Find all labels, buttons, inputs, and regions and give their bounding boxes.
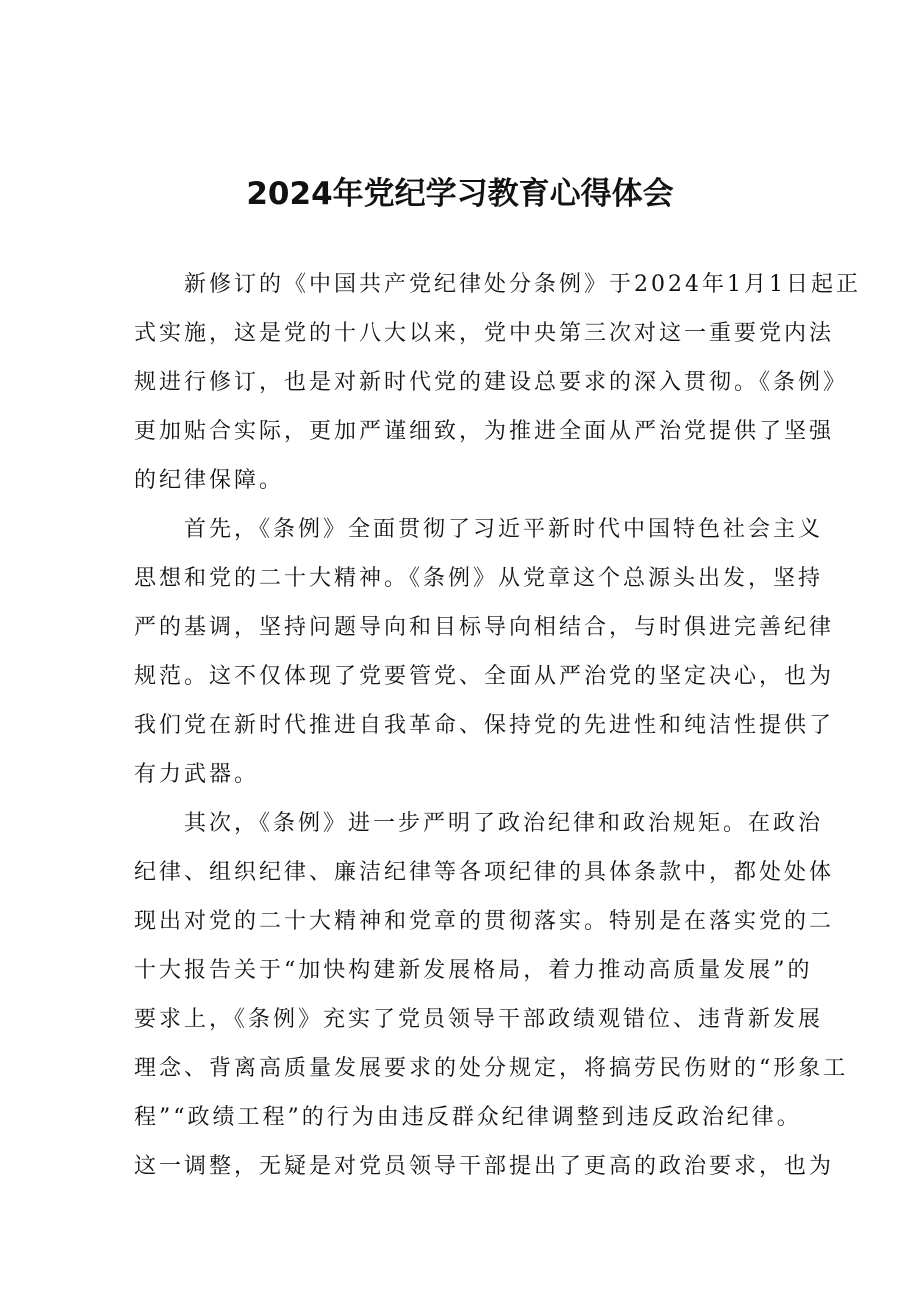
text-line: 这一调整，无疑是对党员领导干部提出了更高的政治要求，也为: [134, 1154, 835, 1179]
text-line: 思想和党的二十大精神。《条例》从党章这个总源头出发，坚持: [134, 566, 824, 591]
text-line: 纪律、组织纪律、廉洁纪律等各项纪律的具体条款中，都处处体: [134, 860, 835, 885]
paragraph-2: [134, 505, 835, 799]
text-line: 现出对党的二十大精神和党章的贯彻落实。特别是在落实党的二: [134, 909, 835, 934]
text-line: 我们党在新时代推进自我革命、保持党的先进性和纯洁性提供了: [134, 713, 835, 738]
text-line: 首先，《条例》全面贯彻了习近平新时代中国特色社会主义: [184, 517, 824, 542]
text-line: 更加贴合实际，更加严谨细致，为推进全面从严治党提供了坚强: [134, 419, 835, 444]
text-line: 要求上，《条例》充实了党员领导干部政绩观错位、违背新发展: [134, 1007, 824, 1032]
text-line: 的纪律保障。: [134, 468, 285, 493]
document-body: [134, 260, 861, 1191]
paragraph-3: [134, 799, 849, 1191]
text-line: 式实施，这是党的十八大以来，党中央第三次对这一重要党内法: [134, 321, 835, 346]
text-line: 新修订的《中国共产党纪律处分条例》于2024年1月1日起正: [184, 272, 861, 297]
paragraph-1: [134, 260, 861, 505]
document-title: 2024年党纪学习教育心得体会: [246, 176, 674, 212]
text-line: 理念、背离高质量发展要求的处分规定，将搞劳民伤财的“形象工: [134, 1056, 849, 1081]
text-line: 其次，《条例》进一步严明了政治纪律和政治规矩。在政治: [184, 811, 824, 836]
text-line: 有力武器。: [134, 762, 260, 787]
text-line: 规进行修订，也是对新时代党的建设总要求的深入贯彻。《条例》: [134, 370, 849, 395]
text-line: 规范。这不仅体现了党要管党、全面从严治党的坚定决心，也为: [134, 664, 835, 689]
text-line: 严的基调，坚持问题导向和目标导向相结合，与时俱进完善纪律: [134, 615, 835, 640]
text-line: 十大报告关于“加快构建新发展格局，着力推动高质量发展”的: [134, 958, 813, 983]
text-line: 程”“政绩工程”的行为由违反群众纪律调整到违反政治纪律。: [134, 1105, 802, 1130]
